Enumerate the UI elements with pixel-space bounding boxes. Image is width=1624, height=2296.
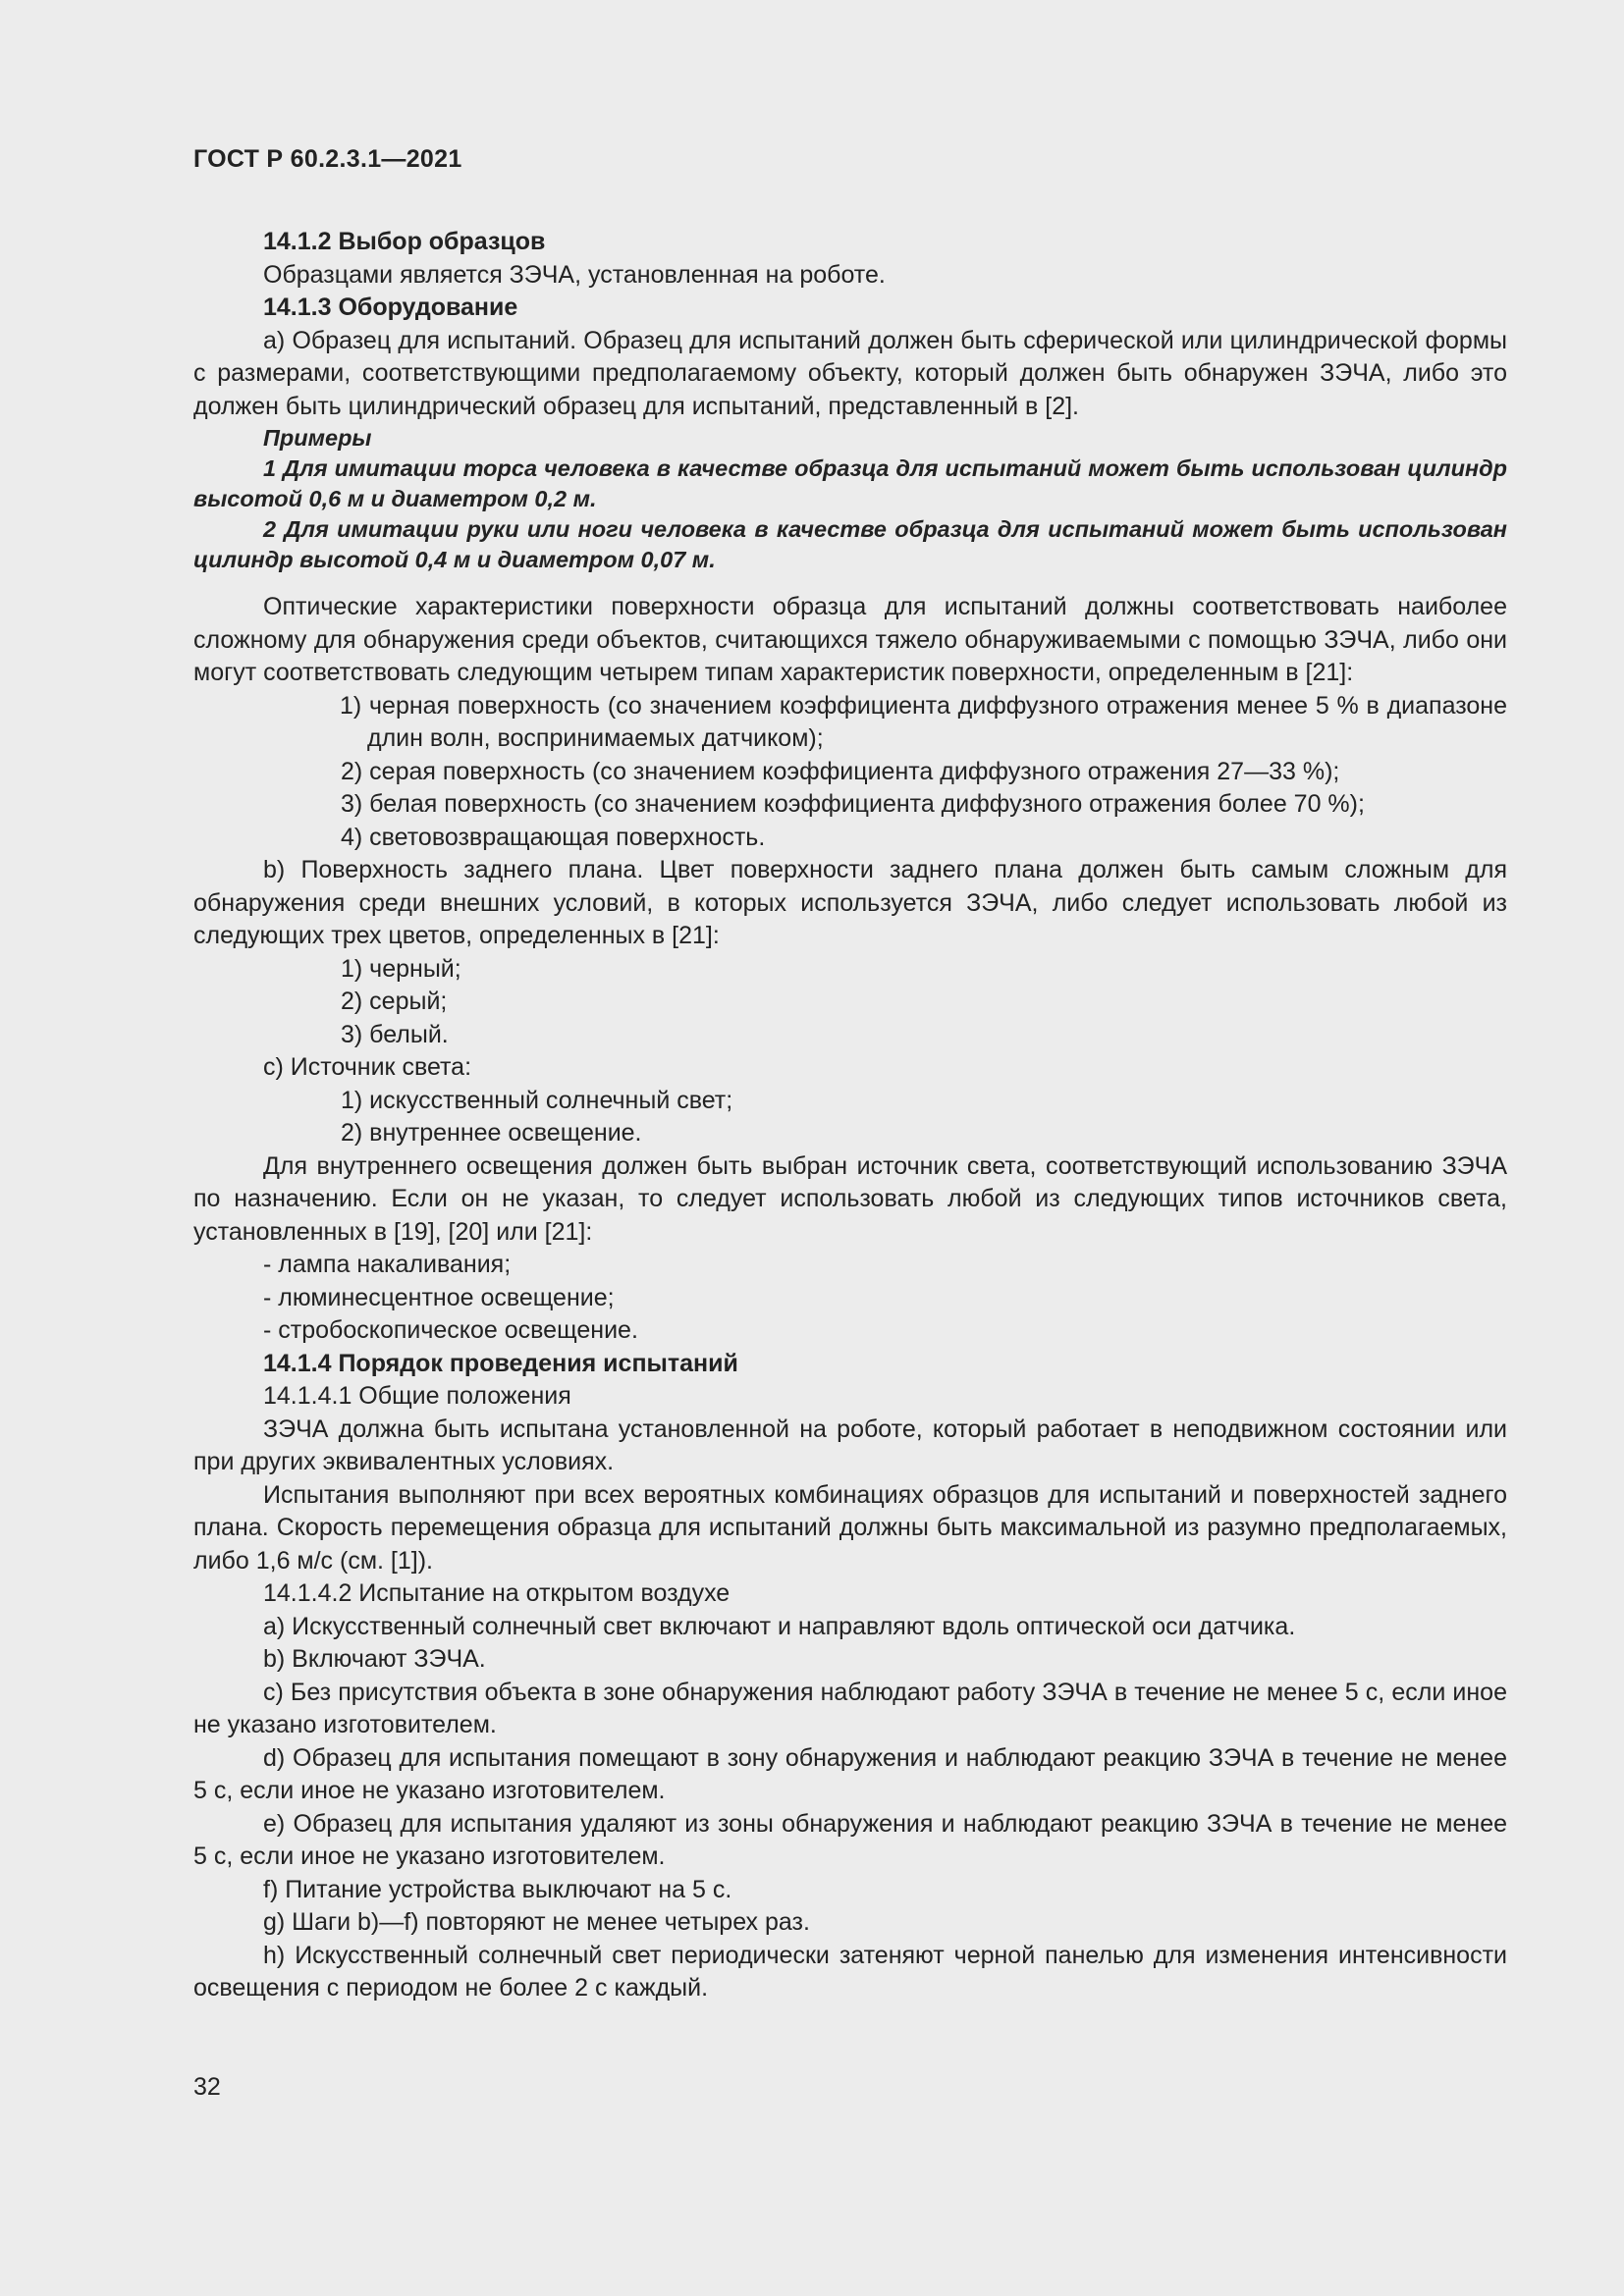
step-item: h) Искусственный солнечный свет периодически затеняют черной панелью для изменения интенсивности освещения с периодом не более 2 с каждый. <box>193 1941 1507 2002</box>
step-item: e) Образец для испытания удаляют из зоны обнаружения и наблюдают реакцию ЗЭЧА в течение не менее 5 с, если иное не указано изготовителем. <box>193 1809 1507 1870</box>
paragraph: а) Образец для испытаний. Образец для испытаний должен быть сферической или цилиндрической формы с размерами, соответствующими предполагаемому объекту, который должен быть обнаружен ЗЭЧА, либо это должен быть цилиндрический образец для испытаний, представленный в [2]. <box>193 326 1507 420</box>
list-item: 4) световозвращающая поверхность. <box>341 823 766 851</box>
section-heading: 14.1.3 Оборудование <box>263 294 518 321</box>
examples-title: Примеры <box>263 425 372 451</box>
paragraph: b) Поверхность заднего плана. Цвет поверхности заднего плана должен быть самым сложным для обнаружения среди внешних условий, в которых используется ЗЭЧА, либо следует использовать любой из следующих трех цветов, определенных в [21]: <box>193 856 1507 949</box>
example-item: 2 Для имитации руки или ноги человека в качестве образца для испытаний может быть использован цилиндр высотой 0,4 м и диаметром 0,07 м. <box>193 516 1507 572</box>
list-item: 3) белый. <box>341 1020 449 1048</box>
step-item: b) Включают ЗЭЧА. <box>263 1645 486 1673</box>
paragraph: Оптические характеристики поверхности образца для испытаний должны соответствовать наиболее сложному для обнаружения среди объектов, считающихся тяжело обнаруживаемыми с помощью ЗЭЧА, либо они могут соответствовать следующим четырем типам характеристик поверхности, определенным в [21]: <box>193 593 1507 686</box>
list-item: - люминесцентное освещение; <box>263 1283 615 1311</box>
list-item: - лампа накаливания; <box>263 1251 512 1278</box>
list-item: 1) черная поверхность (со значением коэффициента диффузного отражения менее 5 % в диапазоне длин волн, воспринимаемых датчиком); <box>340 691 1507 752</box>
list-item: 1) искусственный солнечный свет; <box>341 1086 733 1114</box>
page-number: 32 <box>193 2073 221 2101</box>
step-item: c) Без присутствия объекта в зоне обнаружения наблюдают работу ЗЭЧА в течение не менее 5 с, если иное не указано изготовителем. <box>193 1678 1507 1738</box>
subsection-heading: 14.1.4.1 Общие положения <box>263 1382 571 1410</box>
list-item: 1) черный; <box>341 954 461 983</box>
paragraph: Испытания выполняют при всех вероятных комбинациях образцов для испытаний и поверхностей заднего плана. Скорость перемещения образца для испытаний должны быть максимальной из разумно предполагаемых, либо 1,6 м/с (см. [1]). <box>193 1480 1507 1575</box>
step-item: a) Искусственный солнечный свет включают и направляют вдоль оптической оси датчика. <box>263 1612 1296 1640</box>
paragraph: Образцами является ЗЭЧА, установленная на роботе. <box>263 260 886 289</box>
step-item: f) Питание устройства выключают на 5 с. <box>263 1875 732 1903</box>
paragraph: c) Источник света: <box>263 1053 472 1081</box>
section-heading: 14.1.2 Выбор образцов <box>263 228 546 255</box>
list-item: 2) серая поверхность (со значением коэффициента диффузного отражения 27—33 %); <box>341 757 1340 785</box>
document-header: ГОСТ Р 60.2.3.1—2021 <box>193 145 462 173</box>
list-item: - стробоскопическое освещение. <box>263 1316 638 1344</box>
list-item: 3) белая поверхность (со значением коэффициента диффузного отражения более 70 %); <box>341 790 1365 818</box>
section-heading: 14.1.4 Порядок проведения испытаний <box>263 1349 738 1377</box>
step-item: g) Шаги b)—f) повторяют не менее четырех раз. <box>263 1908 810 1936</box>
document-body <box>193 226 1507 2005</box>
paragraph: Для внутреннего освещения должен быть выбран источник света, соответствующий использованию ЗЭЧА по назначению. Если он не указан, то следует использовать любой из следующих типов источников света, установленных в [19], [20] или [21]: <box>193 1151 1507 1246</box>
list-item: 2) внутреннее освещение. <box>341 1119 642 1147</box>
paragraph: ЗЭЧА должна быть испытана установленной на роботе, который работает в неподвижном состоянии или при других эквивалентных условиях. <box>193 1415 1507 1475</box>
example-item: 1 Для имитации торса человека в качестве образца для испытаний может быть использован цилиндр высотой 0,6 м и диаметром 0,2 м. <box>193 455 1507 511</box>
subsection-heading: 14.1.4.2 Испытание на открытом воздухе <box>263 1579 731 1607</box>
list-item: 2) серый; <box>341 988 448 1015</box>
step-item: d) Образец для испытания помещают в зону обнаружения и наблюдают реакцию ЗЭЧА в течение не менее 5 с, если иное не указано изготовителем. <box>193 1743 1507 1804</box>
